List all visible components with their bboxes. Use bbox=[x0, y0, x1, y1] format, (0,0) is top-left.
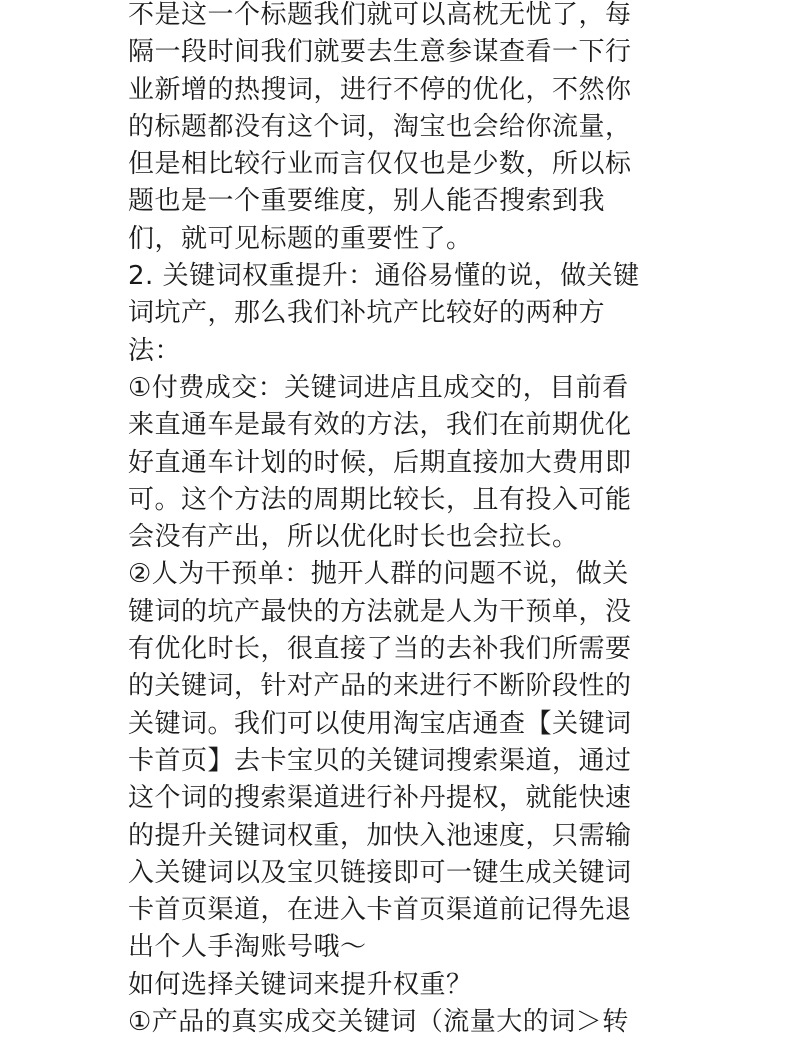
text-line: 们，就可见标题的重要性了。 bbox=[128, 223, 473, 254]
text-line: 好直通车计划的时候，后期直接加大费用即 bbox=[128, 447, 632, 478]
list-item-start: ②人为干预单：抛开人群的问题不说，做关 bbox=[128, 559, 629, 590]
text-line: 业新增的热搜词，进行不停的优化，不然你 bbox=[128, 74, 632, 105]
text-line: 法： bbox=[128, 335, 182, 366]
text-line: 会没有产出，所以优化时长也会拉长。 bbox=[128, 522, 579, 553]
text-line: 隔一段时间我们就要去生意参谋查看一下行 bbox=[128, 37, 632, 68]
section-heading: 2. 关键词权重提升：通俗易懂的说，做关键 bbox=[128, 261, 640, 292]
text-line: 入关键词以及宝贝链接即可一键生成关键词 bbox=[128, 857, 632, 888]
text-line: 卡首页渠道，在进入卡首页渠道前记得先退 bbox=[128, 895, 632, 926]
text-line: 词坑产，那么我们补坑产比较好的两种方 bbox=[128, 298, 606, 329]
article-text bbox=[128, 0, 658, 1041]
text-line: 的标题都没有这个词，淘宝也会给你流量， bbox=[128, 111, 632, 142]
text-line: 的关键词，针对产品的来进行不断阶段性的 bbox=[128, 671, 632, 702]
text-line: 来直通车是最有效的方法，我们在前期优化 bbox=[128, 410, 632, 441]
text-line: 不是这一个标题我们就可以高枕无忧了，每 bbox=[128, 0, 632, 30]
text-line: 的提升关键词权重，加快入池速度，只需输 bbox=[128, 820, 632, 851]
list-item-start: ①产品的真实成交关键词（流量大的词＞转 bbox=[128, 1007, 629, 1038]
list-item-start: ①付费成交：关键词进店且成交的，目前看 bbox=[128, 372, 629, 403]
text-line: 出个人手淘账号哦～ bbox=[128, 932, 367, 963]
text-line: 题也是一个重要维度，别人能否搜索到我 bbox=[128, 186, 606, 217]
text-line: 有优化时长，很直接了当的去补我们所需要 bbox=[128, 634, 632, 665]
text-line: 关键词。我们可以使用淘宝店通查【关键词 bbox=[128, 708, 632, 739]
question-heading: 如何选择关键词来提升权重？ bbox=[128, 969, 473, 1000]
text-line: 卡首页】去卡宝贝的关键词搜索渠道，通过 bbox=[128, 745, 632, 776]
text-line: 键词的坑产最快的方法就是人为干预单，没 bbox=[128, 596, 632, 627]
text-line: 这个词的搜索渠道进行补丹提权，就能快速 bbox=[128, 783, 632, 814]
text-line: 但是相比较行业而言仅仅也是少数，所以标 bbox=[128, 149, 632, 180]
text-line: 可。这个方法的周期比较长，且有投入可能 bbox=[128, 484, 632, 515]
